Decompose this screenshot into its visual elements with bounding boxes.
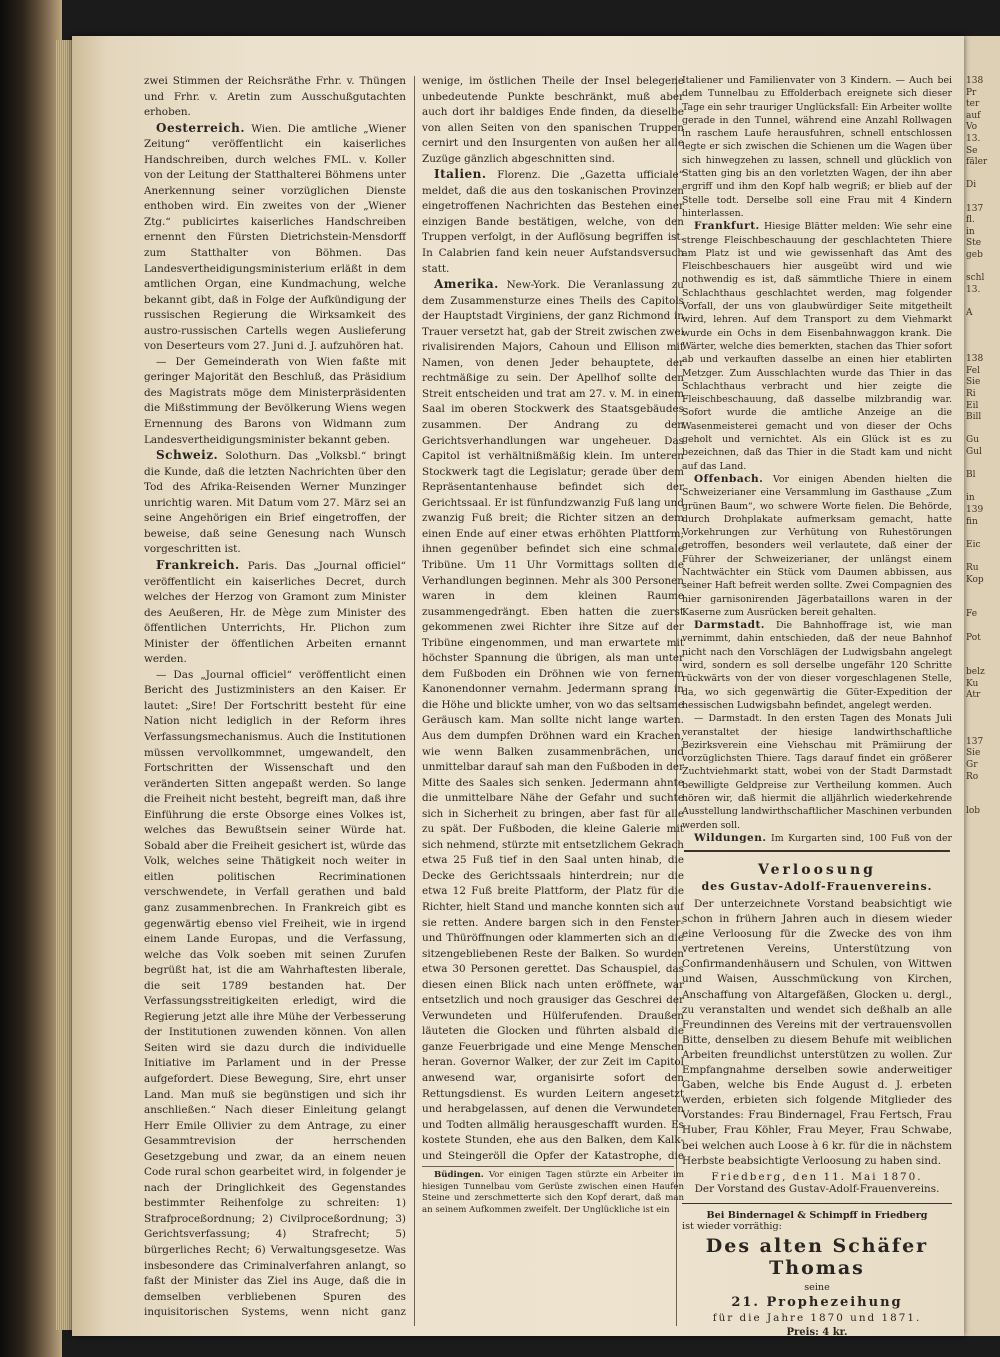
newspaper-page xyxy=(72,36,964,1336)
section-heading-amerika: Amerika. xyxy=(434,277,499,292)
ad2-availability: ist wieder vorräthig: xyxy=(682,1220,782,1232)
ad2-price: Preis: 4 kr. xyxy=(786,1326,848,1338)
ad-signature: Der Vorstand des Gustav-Adolf-Frauenvereins. xyxy=(694,1182,940,1195)
article-text: New-York. Die Veranlassung zu dem Zusammensturze eines Theils des Capitols der Hauptstadt Virginiens, der ganz Richmond in Trauer versetzt hat, gab der Streit zwischen zwei rivalisirenden Majors, Cahoun und Ellison mit Namen, von denen Jeder behauptete, der rechtmäßige zu sein. Der Apellhof sollte den Streit entscheiden und trat am 27. v. M. in einem Saal im oberen Stockwerk des Staatsgebäudes zusammen. Der Andrang zu den Gerichtsverhandlungen war ungeheuer. Das Capitol ist verhältnißmäßig klein. Im unteren Stockwerk tagt die Legislatur; gerade über dem Repräsentantenhause befindet sich der Gerichtssaal. Er ist fünfundzwanzig Fuß lang und zwanzig Fuß breit; die Richter sitzen an dem einen Ende auf einer etwas erhöhten Plattform; ihnen gegenüber befindet sich eine schmale Tribüne. Um 11 Uhr Vormittags sollten die Verhandlungen beginnen. Mehr als 300 Personen waren in dem kleinen Raume zusammengedrängt. Eben hatten die zuerst gekommenen zwei Richter ihre Sitze auf der Tribüne eingenommen, und man erwartete mit höchster Spannung die übrigen, als man unter dem Fußboden ein Dröhnen wie von fernem Kanonendonner vernahm. Jedermann sprang in die Höhe und blickte umher, von wo das seltsame Geräusch kam. Man sollte nicht lange warten. Aus dem dumpfen Dröhnen ward ein Krachen, wie wenn Balken zusammenbrächen, und unmittelbar darauf sah man den Fußboden in der Mitte des Saales sich senken. Jedermann ahnte die unmittelbare Nähe der Gefahr und suchte sich in Sicherheit zu bringen, aber fast für alle zu spät. Der Fußboden, die kleine Galerie mit sich nehmend, stürzte mit entsetzlichem Gekrach etwa 25 Fuß tief in den Saal unten hinab, die Decke des Gerichtssaals hinterdrein; nur die etwa 12 Fuß breite Plattform, der Platz für die Richter, hielt Stand und manche konnten sich auf sie retten. Andere bargen sich in den Fenster- und Thüröffnungen oder klammerten sich an die sitzengebliebenen Reste der Balken. So wurden etwa 30 Personen gerettet. Das Schauspiel, das diesen einen Blick nach unten eröffnete, war entsetzlich und noch grausiger das Geschrei der Verwundeten und Hülferufenden. Draußen läuteten die Glocken und führten alsbald die ganze Feuerbrigade und eine Menge Menschen heran. Governor Walker, der zur Zeit im Capitol anwesend war, organisirte sofort den Rettungsdienst. Es wurden Leitern angesetzt und herabgelassen, auf denen die Verwundeten und Todten allmälig herausgeschafft wurden. Es kostete Stunden, ehe aus den Balken, dem Kalk- und Steingeröll die Opfer der Katastrophe, die xyxy=(422,279,684,1162)
section-heading-buedingen: Büdingen. xyxy=(434,1170,484,1180)
next-page-text: 138 Pr ter auf Vo 13. Se fäler Di 137 fl. in Ste geb schl 13. A 138 Fel Sie Ri Eil Bill Gu Gul Bl in 139 fin Eic Ru Kop Fe Pot belz Ku Atr 137 Sie Gr Ro lob xyxy=(966,76,988,817)
article-text: Vor einigen Abenden hielten die Schweizerianer eine Versammlung im Gasthause „Zum grünen Baum“, wo schwere Worte fielen. Die Behörde, durch Drohplakate aufmerksam gemacht, hatte Vorkehrungen zur Verhütung von Ruhestörungen getroffen, besonders weil verlautete, daß einer der Führer der Schweizerianer, der unlängst einem Nachtwächter ein Stück vom Daumen abbissen, aus seiner Haft befreit werden sollte. Zwei Compagnien des hier garnisonirenden Jägerbataillons waren in der Kaserne zum Ausrücken bereit gehalten. xyxy=(682,473,952,618)
column-rule-1 xyxy=(414,76,415,1326)
ad-divider xyxy=(682,1203,952,1204)
article-text: wenige, im östlichen Theile der Insel belegene unbedeutende Punkte beschränkt, muß aber auch dort ihr baldiges Ende finden, da dieselbe von allen Seiten von den spanischen Truppen cernirt und den Insurgenten von außen her alle Zuzüge gänzlich abgeschnitten sind. xyxy=(422,75,684,165)
ad-top-rule xyxy=(684,850,950,852)
ad-subtitle: des Gustav-Adolf-Frauenvereins. xyxy=(701,880,933,893)
article-text: Wien. Die amtliche „Wiener Zeitung“ veröffentlicht ein kaiserliches Handschreiben, durch welches FML. v. Koller von der Leitung der Statthalterei Böhmens unter Anerkennung seiner vorzüglichen Dienste enthoben wird. Ein zweites von der „Wiener Ztg.“ publicirtes kaiserliches Handschreiben ernennt den Fürsten Dietrichstein-Mensdorff zum Statthalter von Böhmen. Das Landesvertheidigungsministerium erläßt in dem amtlichen Organ, eine Kundmachung, welche bekannt gibt, daß in Folge der Aufkündigung der russischen Regierung die Wirksamkeit des austro-russischen Cartells wegen Auslieferung von Deserteurs vom 27. Juni d. J. aufzuhören hat. xyxy=(144,122,406,353)
article-text: Vor einigen Tagen stürzte ein Arbeiter im hiesigen Tunnelbau vom Gerüste zwischen einen Haufen Steine und zerschmetterte sich den Kopf derart, daß man an seinem Aufkommen zweifelt. Der Unglückliche ist ein xyxy=(422,1170,684,1215)
section-heading-oesterreich: Oesterreich. xyxy=(156,120,246,135)
section-heading-schweiz: Schweiz. xyxy=(156,448,219,463)
column-2 xyxy=(422,74,684,1166)
article-text: — Der Gemeinderath von Wien faßte mit geringer Majorität den Beschluß, das Präsidium des Magistrats möge dem Ministerpräsidenten die Mißstimmung der Bevölkerung Wiens wegen Ernennung des Barons von Widmann zum Landesvertheidigungsminister bekannt geben. xyxy=(144,355,406,446)
book-spine xyxy=(0,0,62,1357)
ad-body xyxy=(682,897,952,1169)
ad2-years: für die Jahre 1870 und 1871. xyxy=(712,1311,922,1324)
article-text: zwei Stimmen der Reichsräthe Frhr. v. Thüngen und Frhr. v. Aretin zum Ausschußgutachten erhoben. xyxy=(144,75,406,119)
ad-title: Verloosung xyxy=(758,862,876,878)
ad2-publisher-line: Bei Bindernagel & Schimpff in Friedberg xyxy=(706,1209,928,1221)
article-text: — Das „Journal officiel“ veröffentlicht einen Bericht des Justizministers an den Kaiser. Er lautet: „Sire! Der Fortschritt besteht für eine Nation nicht lediglich in der Reform ihres Verfassungsmechanismus. Auch die Institutionen müssen vervollkommnet, umgewandelt, den Fortschritten der Wissenschaft und den veränderten Sitten angepaßt werden. So lange die Freiheit nicht besteht, begreift man, daß ihre Einführung die erste Obsorge eines Volkes ist, welches das Bewußtsein seiner Würde hat. Sobald aber die Freiheit gesichert ist, würde das Volk, welches seine Thätigkeit noch weiter in eitlen politischen Recriminationen verschwendete, in Verfall gerathen und bald ganz zusammenbrechen. In Frankreich gibt es gegenwärtig ebenso viel Freiheit, wie in irgend einem Lande Europas, und die Verfassung, welche das Volk soeben mit seinen Zurufen begrüßt hat, ist die am Wahrhaftesten liberale, die seit 1789 bestanden hat. Der Verfassungsstreitigkeiten erledigt, wird die Regierung jetzt alle ihre Mühe der Verbesserung der Institutionen zuwenden können. Von allen Seiten wird sie dazu durch die individuelle Initiative im Parlament und in der Presse aufgefordert. Diese Bewegung, Sire, ehrt unser Land. Man muß sie begünstigen und sich ihr anschließen.“ Nach dieser Einleitung gelangt Herr Emile Ollivier zu dem Antrage, zu einer Gesammtrevision der herrschenden Gesetzgebung und zwar, da an einem neuen Code rural schon gearbeitet wird, in folgender je nach der Dringlichkeit des Gegenstandes bestimmter Reihenfolge zu schreiten: 1) Strafproceßordnung; 2) Civilproceßordnung; 3) Gerichtsverfassung; 4) Strafrecht; 5) bürgerliches Recht; 6) Verwaltungsgesetze. Was insbesondere das Criminalverfahren anlangt, so faßt der Minister das Ziel ins Auge, daß die in demselben verbliebenen Spuren des inquisitorischen Systems, wenn nicht ganz xyxy=(144,668,406,1319)
ad2-seine: seine xyxy=(804,1281,830,1293)
section-heading-offenbach: Offenbach. xyxy=(694,472,764,485)
article-text: Hiesige Blätter melden: Wie sehr eine strenge Fleischbeschauung der geschlachteten Thiere am Platz ist und wie gewissenhaft das Amt des Fleischbeschauers hier ausgeübt wird und wie nothwendig es ist, daß sämmtliche Thiere in einem Schlachthaus geschlachtet werden, mag folgender Vorfall, der uns von glaubwürdiger Seite mitgetheilt wird, lehren. Auf dem Transport zu dem Viehmarkt wurde ein Ochs in dem Eisenbahnwaggon krank. Die Wärter, welche dies bemerkten, stachen das Thier sofort ab und verkauften dasselbe an einen hier etablirten Metzger. Zum Ausschlachten wurde das Thier in das Schlachthaus verbracht und hier zeigte die Fleischbeschauung, daß dasselbe milzbrandig war. Sofort wurde die amtliche Anzeige an die Wasenmeisterei gemacht und von dieser der Ochs geholt und vernichtet. Als ein Glück ist es zu bezeichnen, daß das Thier in die Stadt kam und nicht auf das Land. xyxy=(682,221,952,472)
ad-place-date: Friedberg, den 11. Mai 1870. xyxy=(711,1170,923,1183)
article-text: Solothurn. Das „Volksbl.“ bringt die Kunde, daß die letzten Nachrichten über den Tod des Afrika-Reisenden Werner Munzinger unrichtig waren. Mit Datum vom 27. März sei an seine Angehörigen ein Brief eingetroffen, der beweise, daß seine Genesung nach Wunsch vorgeschritten ist. xyxy=(144,450,406,556)
column-2-small-print xyxy=(422,1170,684,1320)
article-text: Im Kurgarten sind, 100 Fuß von der xyxy=(771,832,952,844)
section-heading-frankfurt: Frankfurt. xyxy=(694,220,760,233)
article-text: Die Bahnhoffrage ist, wie man vernimmt, dahin entschieden, daß der neue Bahnhof nicht nach den Vorschlägen der Ludwigsbahn angelegt wird, sondern es soll derselbe ungefähr 120 Schritte rückwärts von der von dieser vorgeschlagenen Stelle, da, wo sich gegenwärtig die Güter-Expedition der hessischen Ludwigsbahn befindet, angelegt werden. xyxy=(682,620,952,711)
section-heading-darmstadt: Darmstadt. xyxy=(694,619,765,632)
next-page-edge xyxy=(962,36,1000,1336)
section-heading-frankreich: Frankreich. xyxy=(156,557,240,572)
ad2-name: Des alten Schäfer Thomas xyxy=(705,1234,929,1279)
ad-body-text: Der unterzeichnete Vorstand beabsichtigt wie schon in frühern Jahren auch in diesem wieder eine Verloosung für die Zwecke des von ihm vertretenen Vereins, Unterstützung von Confirmandenhäusern und Schulen, von Wittwen und Waisen, Ausschmückung von Kirchen, Anschaffung von Altargefäßen, Glocken u. dergl., zu veranstalten und wendet sich deßhalb an alle Freundinnen des Vereins mit der vertrauensvollen Bitte, denselben zu diesem Behufe mit weiblichen Arbeiten freundlichst unterstützen zu wollen. Zur Empfangnahme derselben sowie anderweitiger Gaben, welche bis Ende August d. J. erbeten werden, erbieten sich folgende Mitglieder des Vorstandes: Frau Bindernagel, Frau Fertsch, Frau Huber, Frau Köhler, Frau Meyer, Frau Schwabe, bei welchen auch Loose à 6 kr. für die in nächstem Herbste beabsichtigte Verloosung zu haben sind. xyxy=(682,898,952,1167)
column-1 xyxy=(144,74,406,1322)
section-heading-wildungen: Wildungen. xyxy=(694,831,767,844)
article-text: — Darmstadt. In den ersten Tagen des Monats Juli veranstaltet der hiesige landwirthschaftliche Bezirksverein eine Viehschau mit Prämiirung der vorzüglichsten Thiere. Tags darauf findet ein größerer Zuchtviehmarkt statt, wobei von der Stadt Darmstadt bewilligte Geldpreise zur Vertheilung kommen. Auch hören wir, daß hiermit die alljährlich wiederkehrende Ausstellung landwirthschaftlicher Maschinen verbunden werden soll. xyxy=(682,713,952,831)
section-heading-italien: Italien. xyxy=(434,167,487,182)
article-text: Paris. Das „Journal officiel“ veröffentlicht ein kaiserliches Decret, durch welches der Herzog von Gramont zum Minister des Aeußeren, Hr. de Mège zum Minister des öffentlichen Unterrichts, Hr. Plichon zum Minister der öffentlichen Arbeiten ernannt werden. xyxy=(144,559,406,666)
column-2-divider xyxy=(422,1166,674,1167)
advertisement-verloosung xyxy=(682,862,952,1338)
article-text: Italiener und Familienvater von 3 Kindern. — Auch bei dem Tunnelbau zu Effolderbach ereignete sich dieser Tage ein sehr trauriger Unglücksfall: Ein Arbeiter wollte gerade in den Tunnel, während eine Anzahl Rollwagen in raschem Laufe herausfuhren, schnell entschlossen legte er sich zwischen die Schienen um die Wagen über sich hinwegzehen zu lassen, schnell und glücklich von Statten ging bis an den vorletzten Wagen, der ihn aber ergriff und ihm den Kopf halb wegriß; er blieb auf der Stelle todt. Derselbe soll eine Frau mit 4 Kindern hinterlassen. xyxy=(682,75,952,219)
column-3 xyxy=(682,74,952,844)
article-text: Florenz. Die „Gazetta ufficiale“ meldet, daß die aus den toskanischen Provinzen eingetroffenen Nachrichten das Bestehen einer einzigen Bande bestätigen, welche, von den Truppen verfolgt, in der Auflösung begriffen ist. In Calabrien fand kein neuer Aufstandsversuch statt. xyxy=(422,169,684,275)
ad2-title: 21. Prophezeihung xyxy=(731,1294,903,1310)
